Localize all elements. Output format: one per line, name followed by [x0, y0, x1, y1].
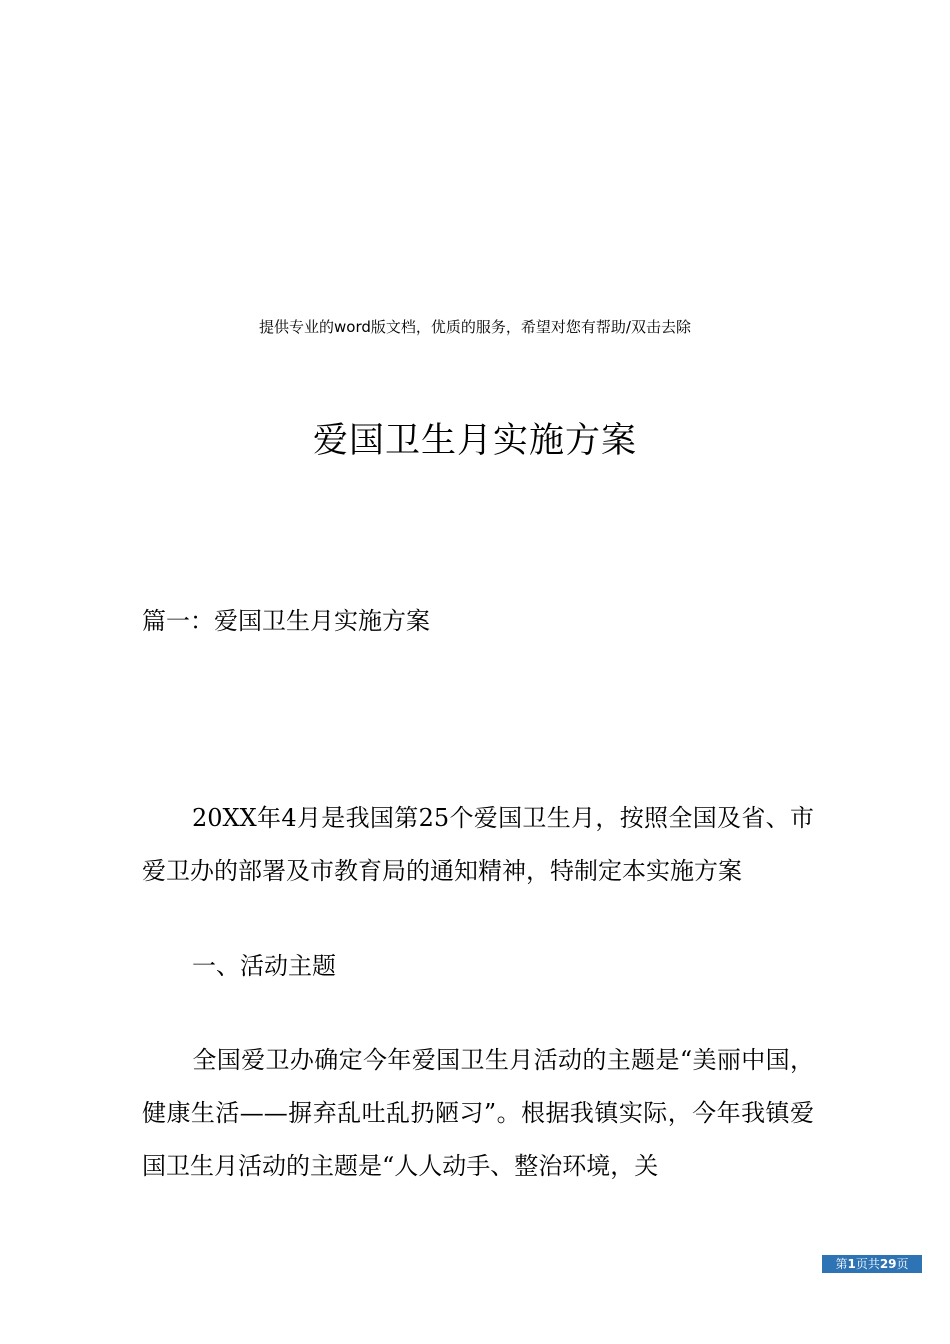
header-note: 提供专业的word版文档，优质的服务，希望对您有帮助/双击去除: [259, 318, 691, 336]
section-title: 篇一：爱国卫生月实施方案: [142, 607, 430, 635]
document-title: 爱国卫生月实施方案: [312, 421, 637, 461]
pager-total: 29: [879, 1257, 897, 1271]
page-number-badge: [822, 1255, 922, 1273]
pager-current: 1: [847, 1257, 856, 1271]
paragraph-heading-theme: [142, 940, 814, 993]
paragraph-theme: [142, 1034, 814, 1193]
paragraph-heading-theme-text: 一、活动主题: [192, 952, 336, 980]
paragraph-intro: [142, 792, 814, 898]
pager-prefix: 第: [835, 1257, 848, 1271]
paragraph-theme-text: 全国爱卫办确定今年爱国卫生月活动的主题是“美丽中国，健康生活——摒弃乱吐乱扔陋习”。根据我镇实际，今年我镇爱国卫生月活动的主题是“人人动手、整治环境，关: [142, 1046, 814, 1180]
pager-middle: 页共: [855, 1257, 880, 1271]
pager-suffix: 页: [896, 1257, 909, 1271]
paragraph-intro-text: 20XX年4月是我国第25个爱国卫生月，按照全国及省、市爱卫办的部署及市教育局的通知精神，特制定本实施方案: [142, 804, 814, 885]
